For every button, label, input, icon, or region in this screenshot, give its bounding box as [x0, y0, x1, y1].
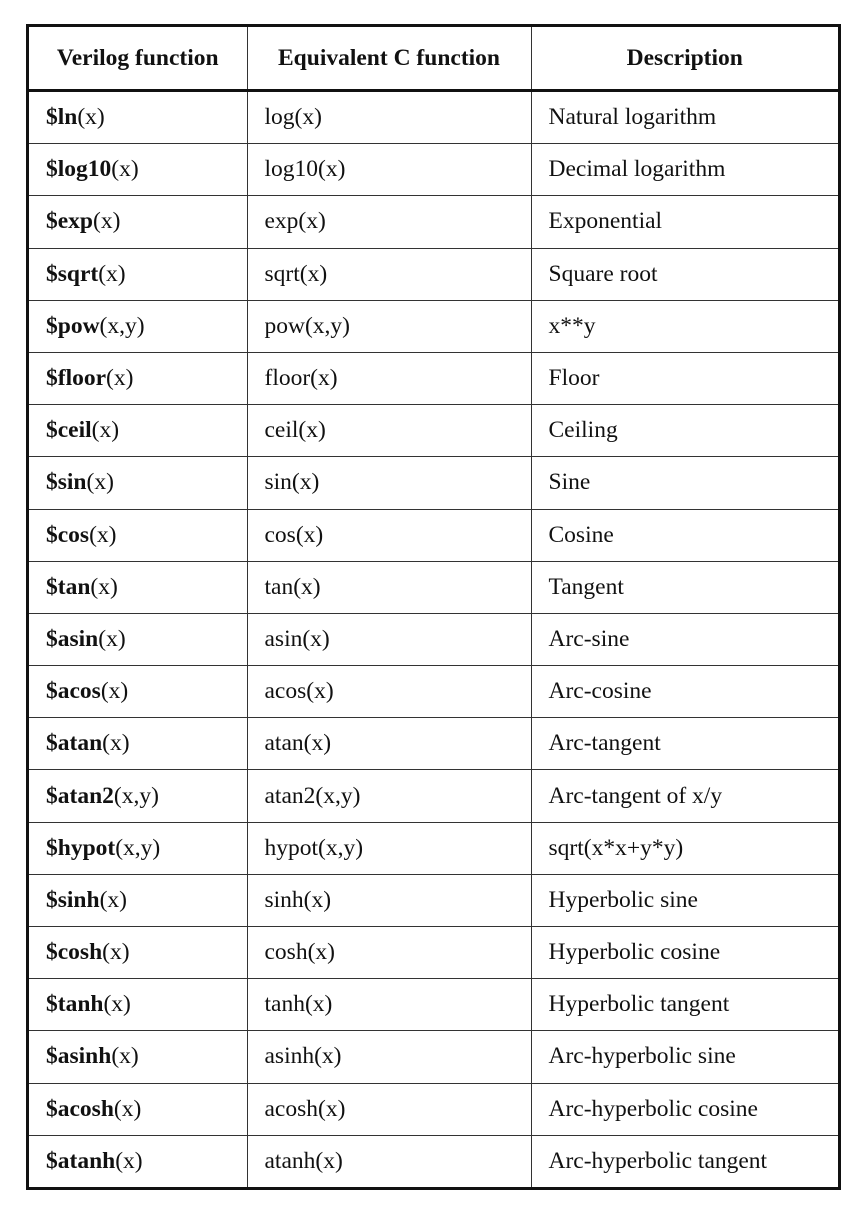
c-function-cell: tanh(x): [247, 979, 531, 1031]
verilog-function-cell: [29, 352, 247, 404]
description-cell: Hyperbolic sine: [531, 874, 838, 926]
verilog-function-args: (x): [111, 156, 139, 183]
description-cell: x**y: [531, 300, 838, 352]
table-row: [29, 561, 838, 613]
c-function-cell: log(x): [247, 91, 531, 144]
description-cell: Arc-hyperbolic tangent: [531, 1135, 838, 1187]
description-cell: Tangent: [531, 561, 838, 613]
description-cell: Exponential: [531, 196, 838, 248]
c-function-cell: exp(x): [247, 196, 531, 248]
table-row: [29, 509, 838, 561]
verilog-function-cell: [29, 248, 247, 300]
description-cell: Arc-hyperbolic cosine: [531, 1083, 838, 1135]
description-cell: Decimal logarithm: [531, 144, 838, 196]
table-row: [29, 144, 838, 196]
c-function-cell: pow(x,y): [247, 300, 531, 352]
description-cell: sqrt(x*x+y*y): [531, 822, 838, 874]
verilog-function-name: $hypot: [46, 834, 116, 861]
verilog-function-args: (x,y): [99, 312, 145, 339]
description-cell: Arc-cosine: [531, 666, 838, 718]
verilog-function-name: $tanh: [46, 991, 104, 1018]
table-row: [29, 1083, 838, 1135]
verilog-function-cell: [29, 405, 247, 457]
verilog-math-functions-table: [29, 27, 838, 1187]
c-function-cell: atan2(x,y): [247, 770, 531, 822]
verilog-function-name: $sin: [46, 469, 87, 496]
header-description: Description: [531, 27, 838, 91]
table-row: [29, 770, 838, 822]
description-cell: Arc-sine: [531, 613, 838, 665]
c-function-cell: cosh(x): [247, 927, 531, 979]
verilog-function-name: $acosh: [46, 1095, 114, 1122]
description-cell: Natural logarithm: [531, 91, 838, 144]
verilog-function-cell: [29, 91, 247, 144]
description-cell: Arc-hyperbolic sine: [531, 1031, 838, 1083]
verilog-function-args: (x): [86, 469, 114, 496]
verilog-function-name: $atanh: [46, 1147, 116, 1174]
table-row: [29, 405, 838, 457]
verilog-function-args: (x): [111, 1043, 139, 1070]
verilog-function-cell: [29, 927, 247, 979]
header-equivalent-c-function: Equivalent C function: [247, 27, 531, 91]
verilog-function-name: $atan: [46, 730, 103, 757]
table-row: [29, 927, 838, 979]
verilog-function-name: $pow: [46, 312, 100, 339]
c-function-cell: atanh(x): [247, 1135, 531, 1187]
verilog-function-cell: [29, 457, 247, 509]
table-row: [29, 457, 838, 509]
verilog-function-args: (x): [98, 260, 126, 287]
verilog-function-name: $sinh: [46, 886, 100, 913]
verilog-function-name: $sqrt: [46, 260, 99, 287]
header-verilog-function: Verilog function: [29, 27, 247, 91]
header-row: [29, 27, 838, 91]
c-function-cell: sinh(x): [247, 874, 531, 926]
function-table-container: [26, 24, 841, 1190]
description-cell: Hyperbolic tangent: [531, 979, 838, 1031]
verilog-function-cell: [29, 1031, 247, 1083]
verilog-function-name: $log10: [46, 156, 112, 183]
c-function-cell: asin(x): [247, 613, 531, 665]
verilog-function-cell: [29, 1083, 247, 1135]
verilog-function-cell: [29, 874, 247, 926]
table-row: [29, 352, 838, 404]
verilog-function-cell: [29, 300, 247, 352]
description-cell: Arc-tangent: [531, 718, 838, 770]
description-cell: Floor: [531, 352, 838, 404]
c-function-cell: hypot(x,y): [247, 822, 531, 874]
verilog-function-args: (x,y): [115, 834, 161, 861]
c-function-cell: sqrt(x): [247, 248, 531, 300]
description-cell: Arc-tangent of x/y: [531, 770, 838, 822]
verilog-function-args: (x): [100, 678, 129, 705]
verilog-function-cell: [29, 196, 247, 248]
verilog-function-args: (x): [89, 521, 117, 548]
c-function-cell: acos(x): [247, 666, 531, 718]
verilog-function-args: (x): [113, 1095, 142, 1122]
c-function-cell: tan(x): [247, 561, 531, 613]
table-row: [29, 196, 838, 248]
verilog-function-cell: [29, 144, 247, 196]
verilog-function-cell: [29, 770, 247, 822]
verilog-function-name: $cosh: [46, 939, 103, 966]
verilog-function-name: $ln: [46, 104, 78, 131]
table-row: [29, 613, 838, 665]
description-cell: Square root: [531, 248, 838, 300]
verilog-function-cell: [29, 979, 247, 1031]
verilog-function-name: $atan2: [46, 782, 114, 809]
verilog-function-args: (x): [102, 730, 130, 757]
table-row: [29, 874, 838, 926]
description-cell: Sine: [531, 457, 838, 509]
verilog-function-name: $asin: [46, 625, 99, 652]
verilog-function-name: $exp: [46, 208, 93, 235]
verilog-function-name: $acos: [46, 678, 101, 705]
table-row: [29, 666, 838, 718]
verilog-function-args: (x): [102, 939, 130, 966]
table-row: [29, 822, 838, 874]
c-function-cell: floor(x): [247, 352, 531, 404]
verilog-function-name: $tan: [46, 573, 91, 600]
verilog-function-args: (x): [93, 208, 121, 235]
verilog-function-name: $floor: [46, 365, 107, 392]
verilog-function-cell: [29, 718, 247, 770]
table-row: [29, 248, 838, 300]
description-cell: Cosine: [531, 509, 838, 561]
verilog-function-cell: [29, 613, 247, 665]
table-row: [29, 1031, 838, 1083]
c-function-cell: ceil(x): [247, 405, 531, 457]
c-function-cell: asinh(x): [247, 1031, 531, 1083]
verilog-function-args: (x,y): [113, 782, 159, 809]
table-row: [29, 1135, 838, 1187]
verilog-function-name: $ceil: [46, 417, 92, 444]
verilog-function-cell: [29, 666, 247, 718]
description-cell: Hyperbolic cosine: [531, 927, 838, 979]
verilog-function-args: (x): [91, 417, 120, 444]
verilog-function-args: (x): [90, 573, 118, 600]
verilog-function-args: (x): [103, 991, 131, 1018]
c-function-cell: acosh(x): [247, 1083, 531, 1135]
verilog-function-name: $cos: [46, 521, 90, 548]
verilog-function-name: $asinh: [46, 1043, 112, 1070]
c-function-cell: atan(x): [247, 718, 531, 770]
verilog-function-args: (x): [99, 886, 127, 913]
verilog-function-args: (x): [115, 1147, 143, 1174]
verilog-function-args: (x): [77, 104, 105, 131]
table-row: [29, 300, 838, 352]
table-body: [29, 91, 838, 1187]
c-function-cell: sin(x): [247, 457, 531, 509]
c-function-cell: log10(x): [247, 144, 531, 196]
c-function-cell: cos(x): [247, 509, 531, 561]
verilog-function-cell: [29, 561, 247, 613]
table-row: [29, 91, 838, 144]
verilog-function-cell: [29, 509, 247, 561]
description-cell: Ceiling: [531, 405, 838, 457]
table-row: [29, 979, 838, 1031]
table-row: [29, 718, 838, 770]
verilog-function-args: (x): [106, 365, 134, 392]
verilog-function-cell: [29, 1135, 247, 1187]
verilog-function-cell: [29, 822, 247, 874]
verilog-function-args: (x): [98, 625, 126, 652]
